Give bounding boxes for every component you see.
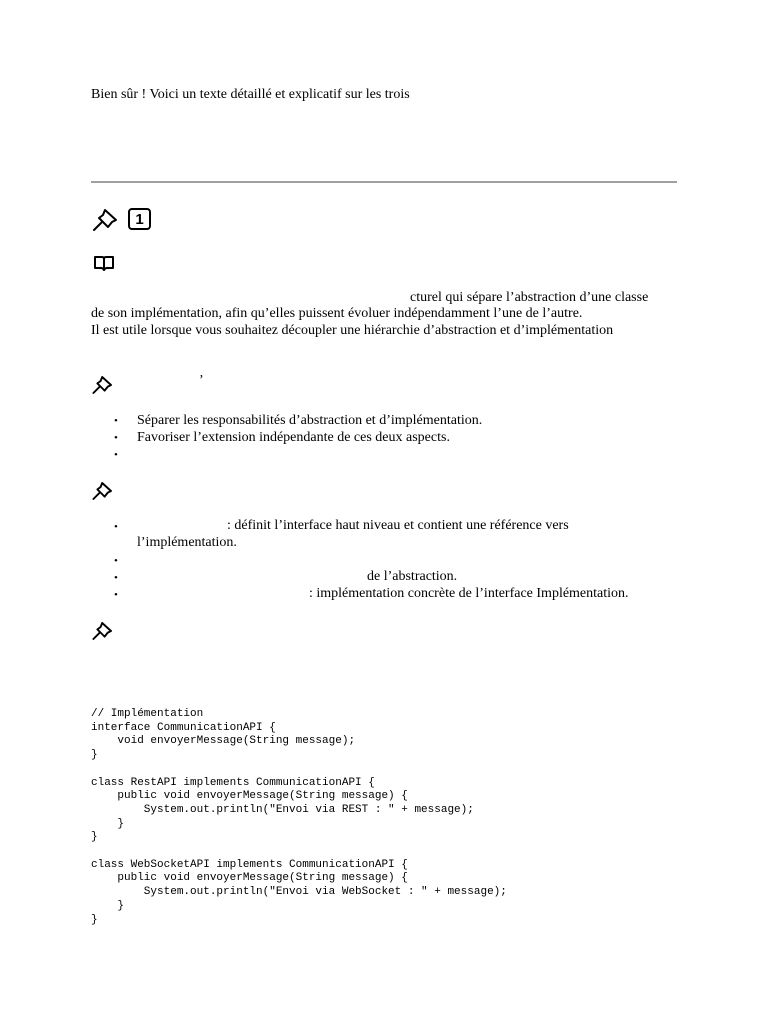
pushpin-icon xyxy=(91,374,115,396)
objectifs-heading-fragment: ’ xyxy=(199,373,204,388)
structure-item: : définit l’interface haut niveau et contient une référence vers xyxy=(227,518,569,533)
definition-line-1: cturel qui sépare l’abstraction d’une classe xyxy=(410,290,649,305)
open-book-icon xyxy=(93,254,115,272)
bullet-icon: • xyxy=(114,415,118,427)
horizontal-rule xyxy=(91,181,677,183)
objectif-item: Favoriser l’extension indépendante de ces deux aspects. xyxy=(137,430,450,445)
pushpin-icon xyxy=(91,207,121,233)
pushpin-icon xyxy=(91,620,115,642)
structure-item-continuation: l’implémentation. xyxy=(137,535,237,550)
bullet-icon: • xyxy=(114,555,118,567)
keycap-number: 1 xyxy=(135,210,144,228)
bullet-icon: • xyxy=(114,432,118,444)
keycap-one-icon xyxy=(128,208,151,230)
pushpin-icon xyxy=(91,480,115,502)
objectif-item: Séparer les responsabilités d’abstraction et d’implémentation. xyxy=(137,413,483,428)
bullet-icon: • xyxy=(114,449,118,461)
structure-item: : implémentation concrète de l’interface Implémentation. xyxy=(309,586,629,601)
bullet-icon: • xyxy=(114,521,118,533)
code-block: // Implémentation interface CommunicationAPI { void envoyerMessage(String message); } class RestAPI implements CommunicationAPI { public void envoyerMessage(String message) { System.out.println("Envoi via REST : " + message); } } class WebSocketAPI implements CommunicationAPI { public void envoyerMessage(String message) { System.out.println("Envoi via WebSocket : " + message); } } xyxy=(91,708,507,926)
structure-item: de l’abstraction. xyxy=(367,569,458,584)
definition-line-3: Il est utile lorsque vous souhaitez découpler une hiérarchie d’abstraction et d’implémentation xyxy=(91,323,614,338)
intro-text: Bien sûr ! Voici un texte détaillé et explicatif sur les trois xyxy=(91,87,410,102)
bullet-icon: • xyxy=(114,572,118,584)
definition-line-2: de son implémentation, afin qu’elles puissent évoluer indépendamment l’une de l’autre. xyxy=(91,306,583,321)
bullet-icon: • xyxy=(114,589,118,601)
